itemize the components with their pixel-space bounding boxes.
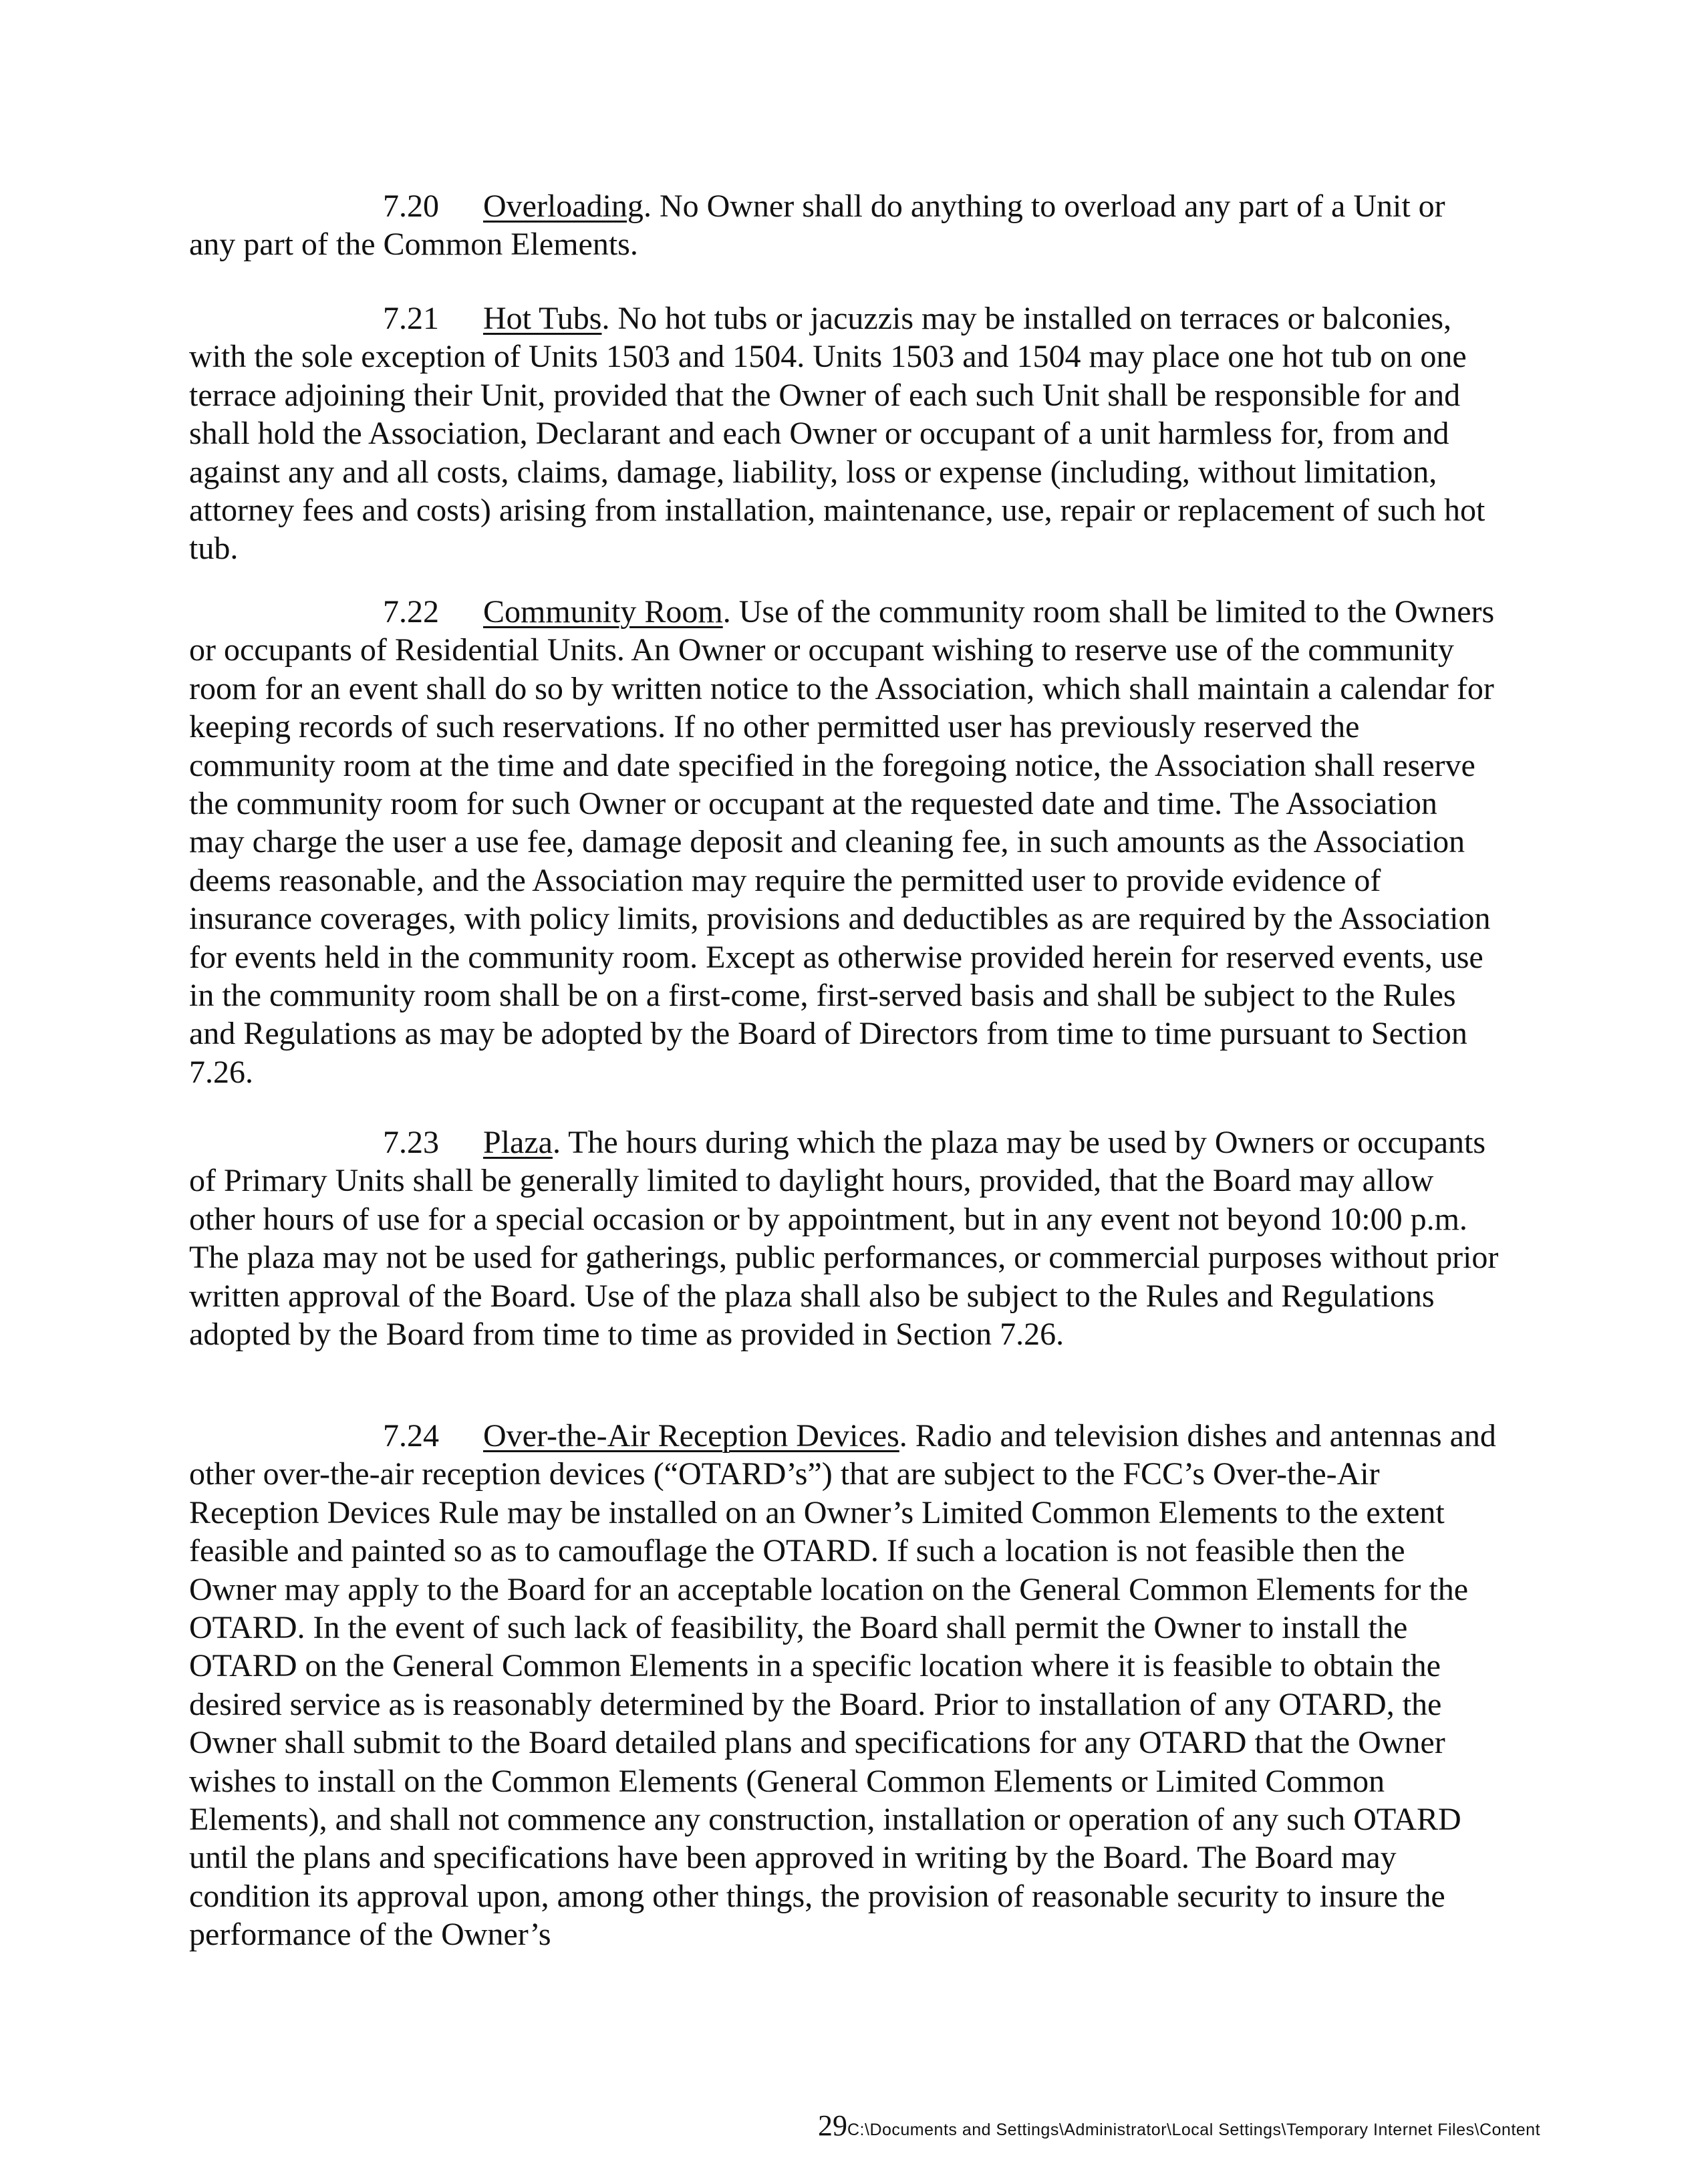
section-7-24 xyxy=(189,1417,1499,1954)
section-7-20 xyxy=(189,187,1499,264)
section-body: . No Owner shall do anything to overload any part of a Unit or any part of the Common Elements. xyxy=(189,188,1445,263)
section-body: . The hours during which the plaza may be used by Owners or occupants of Primary Units shall be generally limited to daylight hours, provided, that the Board may allow other hours of use for a special occasion or by appointment, but in any event not beyond 10:00 p.m. The plaza may not be used for gatherings, public performances, or commercial purposes without prior written approval of the Board. Use of the plaza shall also be subject to the Rules and Regulations adopted by the Board from time to time as provided in Section 7.26. xyxy=(189,1125,1499,1353)
section-heading: Plaza xyxy=(483,1125,553,1160)
section-number: 7.24 xyxy=(383,1418,439,1454)
section-heading: Over-the-Air Reception Devices xyxy=(483,1418,899,1454)
section-heading: Overloading xyxy=(483,188,644,224)
section-number: 7.20 xyxy=(383,188,439,224)
section-number: 7.23 xyxy=(383,1125,439,1160)
page-number: 29 xyxy=(818,2109,847,2142)
section-number: 7.21 xyxy=(383,301,439,336)
page-footer xyxy=(818,2108,1702,2143)
section-body: . Radio and television dishes and antennas and other over-the-air reception devices (“OTARD’s”) that are subject to the FCC’s Over-the-Air Reception Devices Rule may be installed on an Owner’s Limited Common Elements to the extent feasible and painted so as to camouflage the OTARD. If such a location is not feasible then the Owner may apply to the Board for an acceptable location on the General Common Elements for the OTARD. In the event of such lack of feasibility, the Board shall permit the Owner to install the OTARD on the General Common Elements in a specific location where it is feasible to obtain the desired service as is reasonably determined by the Board. Prior to installation of any OTARD, the Owner shall submit to the Board detailed plans and specifications for any OTARD that the Owner wishes to install on the Common Elements (General Common Elements or Limited Common Elements), and shall not commence any construction, installation or operation of any such OTARD until the plans and specifications have been approved in writing by the Board. The Board may condition its approval upon, among other things, the provision of reasonable security to insure the performance of the Owner’s xyxy=(189,1418,1496,1953)
section-number: 7.22 xyxy=(383,594,439,630)
section-body: . Use of the community room shall be limited to the Owners or occupants of Residential Units. An Owner or occupant wishing to reserve use of the community room for an event shall do so by written notice to the Association, which shall maintain a calendar for keeping records of such reservations. If no other permitted user has previously reserved the community room at the time and date specified in the foregoing notice, the Association shall reserve the community room for such Owner or occupant at the requested date and time. The Association may charge the user a use fee, damage deposit and cleaning fee, in such amounts as the Association deems reasonable, and the Association may require the permitted user to provide evidence of insurance coverages, with policy limits, provisions and deductibles as are required by the Association for events held in the community room. Except as otherwise provided herein for reserved events, use in the community room shall be on a first-come, first-served basis and shall be subject to the Rules and Regulations as may be adopted by the Board of Directors from time to time pursuant to Section 7.26. xyxy=(189,594,1495,1090)
section-body: . No hot tubs or jacuzzis may be installed on terraces or balconies, with the sole exception of Units 1503 and 1504. Units 1503 and 1504 may place one hot tub on one terrace adjoining their Unit, provided that the Owner of each such Unit shall be responsible for and shall hold the Association, Declarant and each Owner or occupant of a unit harmless for, from and against any and all costs, claims, damage, liability, loss or expense (including, without limitation, attorney fees and costs) arising from installation, maintenance, use, repair or replacement of such hot tub. xyxy=(189,301,1485,567)
section-7-22 xyxy=(189,593,1499,1091)
section-heading: Community Room xyxy=(483,594,723,630)
section-7-21 xyxy=(189,299,1499,568)
file-path: C:\Documents and Settings\Administrator\Local Settings\Temporary Internet Files\Content xyxy=(847,2121,1541,2139)
section-heading: Hot Tubs xyxy=(483,301,602,336)
section-7-23 xyxy=(189,1123,1499,1353)
